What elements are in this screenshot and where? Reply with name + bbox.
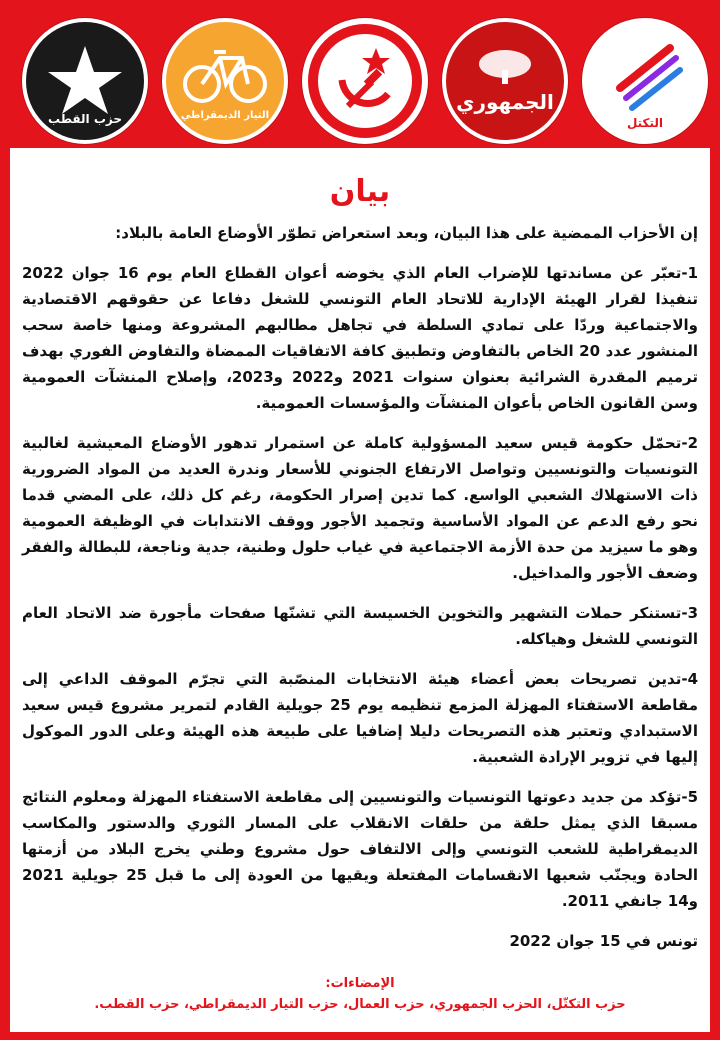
bicycle-icon	[162, 18, 288, 144]
courant-democrate-label: التيار الديمقراطي	[180, 110, 270, 121]
workers-party-logo	[302, 18, 428, 144]
statement-paragraph-2: 2-تحمّل حكومة قيس سعيد المسؤولية كاملة عن استمرار تدهور الأوضاع المعيشية لغالبية التونسيات والتونسيين وتواصل الارتفاع الجنوني للأسعار وندرة العديد من المواد الضرورية ذات الاستهلاك الشعبي الواسع. كما تدين إصرار الحكومة، رغم كل ذلك، على المضي قدما نحو رفع الدعم عن المواد الأساسية وتجميد الأجور ووقف الانتدابات في الوظيفة العمومية وهو ما سيزيد من حدة الأزمة الاجتماعية في غياب حلول وطنية، جدية وناجعة، للبطالة والفقر وضعف الأجور والمداخيل.	[22, 434, 698, 582]
statement-paragraph-1: 1-تعبّر عن مساندتها للإضراب العام الذي يخوضه أعوان القطاع العام يوم 16 جوان 2022 تنفيذا لقرار الهيئة الإدارية للاتحاد العام التونسي للشغل دفاعا عن حقوقهم الاقتصادية والاجتماعية وردّا على تمادي السلطة في تجاهل مطالبهم المشروعة ومنها خاصة سحب المنشور عدد 20 الخاص بالتفاوض وتطبيق كافة الاتفاقيات الممضاة والتفاوض الفوري بهدف ترميم المقدرة الشرائية بعنوان سنوات 2021 و2022 و2023، وإصلاح المنشآت العمومية وسن القانون الخاص بأعوان المنشآت والمؤسسات العمومية.	[22, 264, 699, 412]
statement-paragraph-3: 3-تستنكر حملات التشهير والتخوين الخسيسة التي تشنّها صفحات مأجورة ضد الاتحاد العام التونسي للشغل وهياكله.	[22, 604, 698, 648]
statement-intro: إن الأحزاب الممضية على هذا البيان، وبعد استعراض تطوّر الأوضاع العامة بالبلاد:	[115, 224, 698, 242]
statement-panel	[10, 148, 710, 1032]
statement-paragraph-5: 5-تؤكد من جديد دعوتها التونسيات والتونسيين إلى مقاطعة الاستفتاء المهزلة ومعلوم النتائج مسبقا الذي يمثل حلقة من حلقات الانقلاب على المسار الثوري والدستور والمكاسب الديمقراطية للشعب التونسي وإلى الالتفاف حول مشروع وطني يخرج البلاد من أزمتها الحادة ويجنّب شعبها الانقسامات المفتعلة ويقيها من العودة إلى ما قبل 25 جويلية 2021 و14 جانفي 2011.	[22, 788, 698, 910]
party-logos-row	[0, 0, 720, 148]
tree-icon	[442, 18, 568, 144]
hammer-sickle-icon	[302, 18, 428, 144]
ettakatol-logo	[582, 18, 708, 144]
joumhouri-logo-label: الجمهوري	[456, 90, 554, 114]
statement-paragraph-4: 4-تدين تصريحات بعض أعضاء هيئة الانتخابات المنصّبة التي تجرّم الموقف الداعي إلى مقاطعة الاستفتاء المهزلة المزمع تنظيمه يوم 25 جويلية القادم لتمرير مشروع قيس سعيد الاستبدادي وتعتبر هذه التصريحات دليلا إضافيا على طبيعة هذه الهيئة وعلى الدور الموكول إليها في تزوير الإرادة الشعبية.	[22, 670, 698, 766]
courant-democrate-logo	[162, 18, 288, 144]
qotb-logo	[22, 18, 148, 144]
statement-date: تونس في 15 جوان 2022	[509, 932, 698, 950]
signatures-label: الإمضاءات:	[325, 976, 395, 991]
ettakatol-logo-label: التكتل	[626, 116, 664, 130]
qotb-logo-label: حزب القطب	[48, 112, 122, 126]
statement-title: بيان	[329, 174, 391, 209]
joumhouri-logo	[442, 18, 568, 144]
signatures-list: حزب التكتّل، الحزب الجمهوري، حزب العمال، حزب التيار الديمقراطي، حزب القطب.	[94, 997, 626, 1012]
